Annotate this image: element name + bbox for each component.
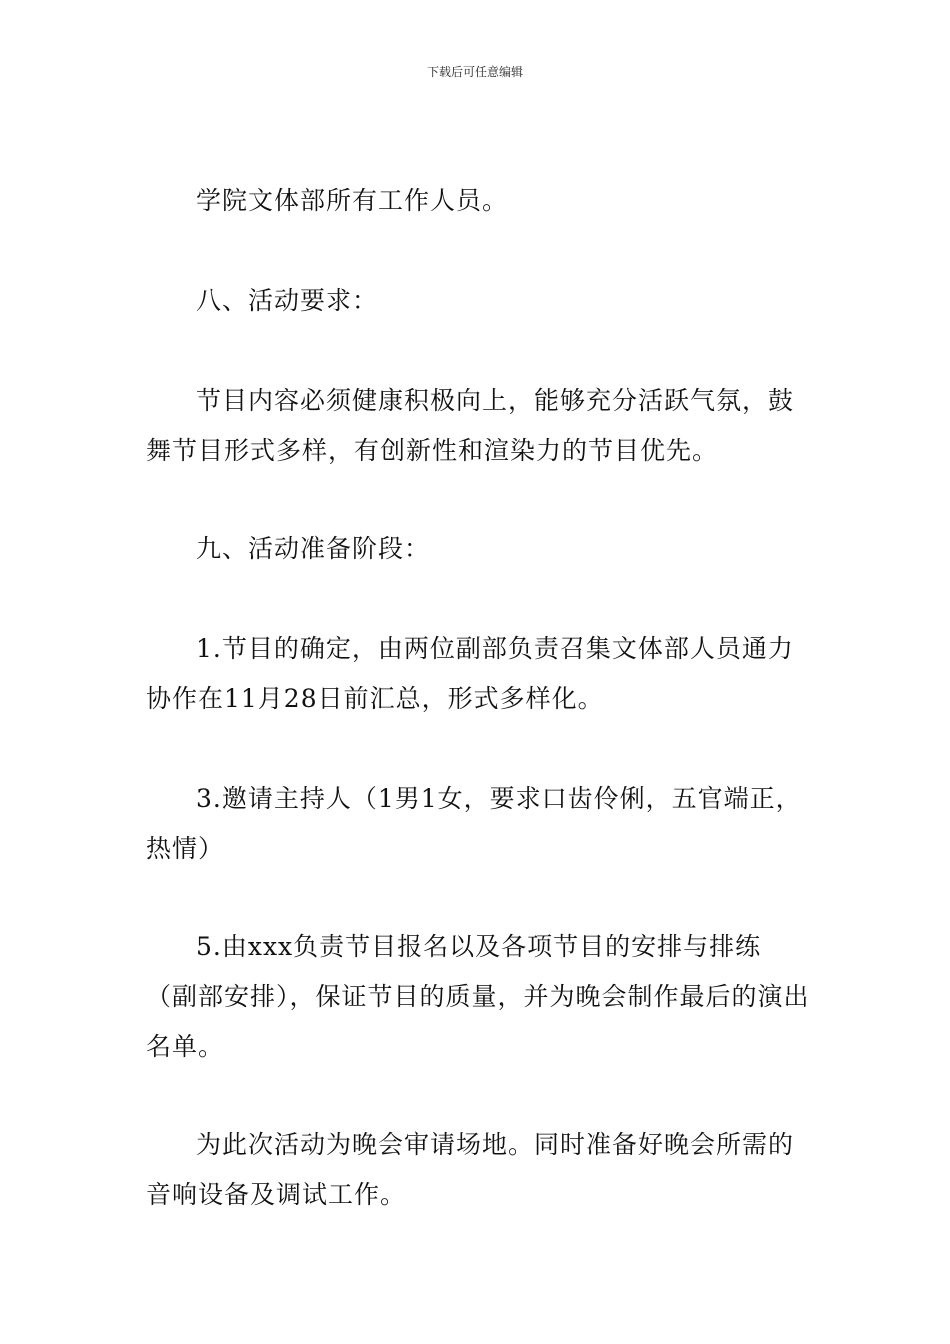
page-header: 下载后可任意编辑 [426,65,523,79]
section-heading-preparation: 九、活动准备阶段： [196,534,431,563]
section-heading-requirements: 八、活动要求： [196,286,379,315]
list-item-5: 5.由xxx负责节目报名以及各项节目的安排与排练（副部安排），保证节目的质量，并为晚会制作最后的演出名单。 [146,932,810,1061]
list-item-1: 1.节目的确定，由两位副部负责召集文体部人员通力协作在11月28日前汇总，形式多样化。 [146,634,794,713]
list-item-3: 3.邀请主持人（1男1女，要求口齿伶俐，五官端正，热情） [146,784,802,863]
paragraph-venue: 为此次活动为晚会审请场地。同时准备好晚会所需的音响设备及调试工作。 [146,1130,795,1209]
paragraph-requirements: 节目内容必须健康积极向上，能够充分活跃气氛，鼓舞节目形式多样，有创新性和渲染力的节目优先。 [146,386,795,465]
paragraph-staff: 学院文体部所有工作人员。 [196,186,509,215]
